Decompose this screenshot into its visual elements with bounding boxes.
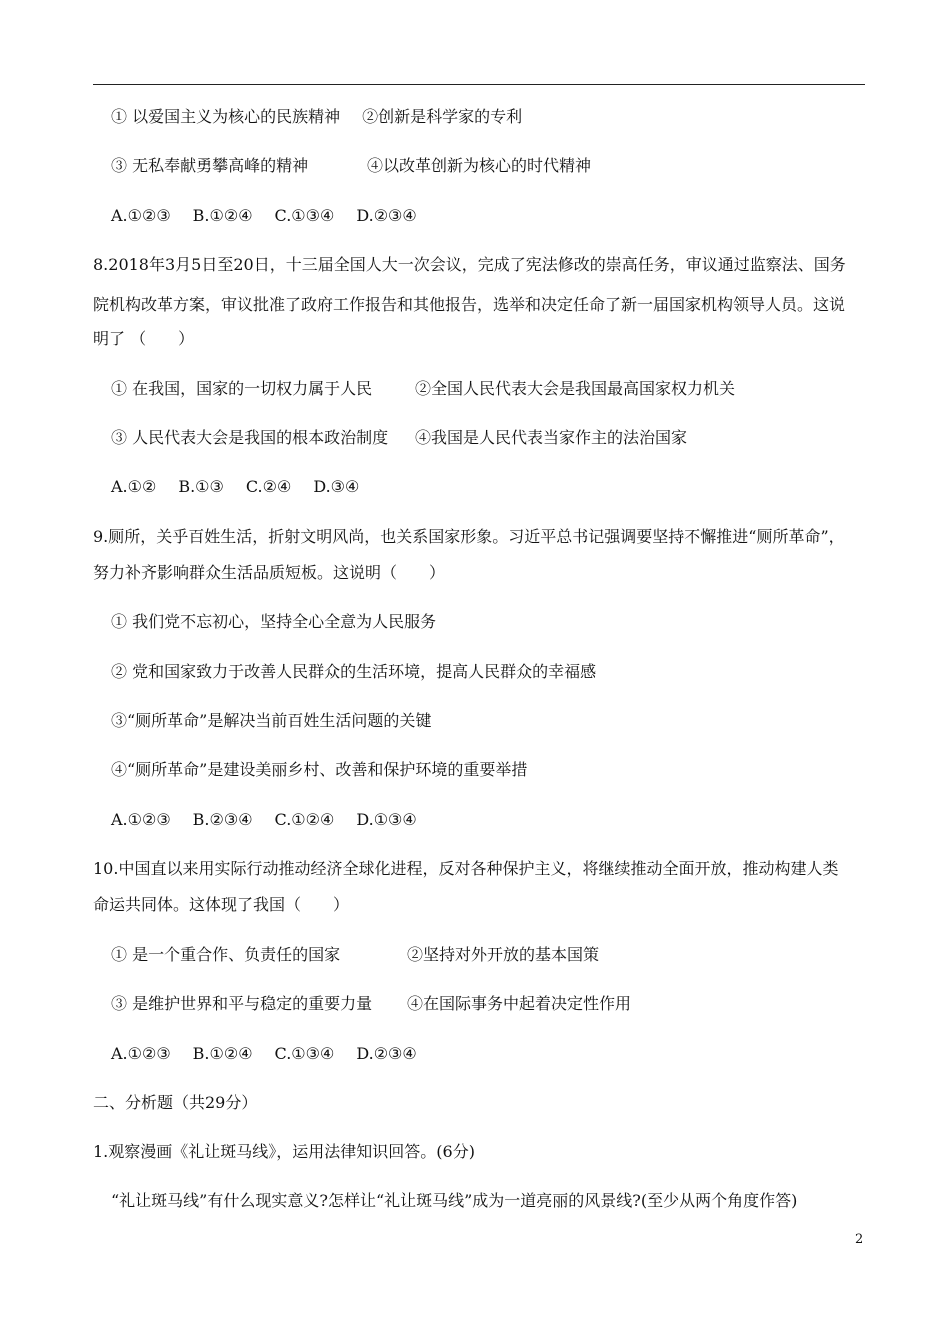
q8-option-2: ②全国人民代表大会是我国最高国家权力机关 <box>415 379 736 398</box>
q7-option-4: ④以改革创新为核心的时代精神 <box>367 156 592 175</box>
q9-choices <box>111 810 439 830</box>
q8-option-4: ④我国是人民代表当家作主的法治国家 <box>415 428 688 447</box>
q8-stem-line1: 8.2018年3月5日至20日，十三届全国人大一次会议，完成了宪法修改的崇高任务，审议通过监察法、国务 <box>93 255 846 274</box>
q9-option-1: ① 我们党不忘初心，坚持全心全意为人民服务 <box>111 612 437 631</box>
q7-choice-d: D.②③④ <box>356 206 417 225</box>
q8-option-3: ③ 人民代表大会是我国的根本政治制度 <box>111 428 389 447</box>
q7-choice-a: A.①②③ <box>111 206 171 225</box>
q8-options-row1 <box>111 379 735 399</box>
q9-choice-d: D.①③④ <box>356 810 417 829</box>
q8-stem-line2: 院机构改革方案，审议批准了政府工作报告和其他报告，选举和决定任命了新一届国家机构领导人员。这说 <box>93 295 846 314</box>
q10-choice-d: D.②③④ <box>356 1044 417 1063</box>
analysis-q1-prompt: 1.观察漫画《礼让斑马线》，运用法律知识回答。(6分) <box>93 1142 475 1161</box>
q9-choice-c: C.①②④ <box>274 810 335 829</box>
q10-option-2: ②坚持对外开放的基本国策 <box>407 945 600 964</box>
q7-option-3: ③ 无私奉献勇攀高峰的精神 <box>111 156 309 175</box>
q7-option-2: ②创新是科学家的专利 <box>362 107 523 126</box>
q8-stem-line3: 明了 （ ） <box>93 329 195 348</box>
q9-option-2: ② 党和国家致力于改善人民群众的生活环境，提高人民群众的幸福感 <box>111 662 597 681</box>
q9-choice-a: A.①②③ <box>111 810 171 829</box>
section2-heading: 二、分析题（共29分） <box>93 1093 258 1112</box>
q7-options-row1 <box>111 107 522 127</box>
q7-choice-c: C.①③④ <box>274 206 335 225</box>
q7-option-1: ① 以爱国主义为核心的民族精神 <box>111 107 341 126</box>
q9-choice-b: B.②③④ <box>192 810 253 829</box>
q8-choice-d: D.③④ <box>313 477 360 496</box>
q10-option-3: ③ 是维护世界和平与稳定的重要力量 <box>111 994 373 1013</box>
q9-option-4: ④“厕所革命”是建设美丽乡村、改善和保护环境的重要举措 <box>111 760 528 779</box>
q10-choices <box>111 1044 439 1064</box>
q10-options-row2 <box>111 994 631 1014</box>
q9-stem-line2: 努力补齐影响群众生活品质短板。这说明（ ） <box>93 563 446 582</box>
q7-options-row2 <box>111 156 591 176</box>
q10-choice-a: A.①②③ <box>111 1044 171 1063</box>
q9-option-3: ③“厕所革命”是解决当前百姓生活问题的关键 <box>111 711 432 730</box>
q8-choices <box>111 477 381 497</box>
q8-choice-b: B.①③ <box>178 477 224 496</box>
q7-choices <box>111 206 439 226</box>
q8-choice-a: A.①② <box>111 477 157 496</box>
q8-options-row2 <box>111 428 687 448</box>
q10-choice-c: C.①③④ <box>274 1044 335 1063</box>
q10-stem-line2: 命运共同体。这体现了我国（ ） <box>93 895 350 914</box>
q7-choice-b: B.①②④ <box>192 206 253 225</box>
q8-choice-c: C.②④ <box>245 477 292 496</box>
header-rule <box>93 84 865 85</box>
analysis-q1-question: “礼让斑马线”有什么现实意义?怎样让“礼让斑马线”成为一道亮丽的风景线?(至少从两个角度作答) <box>111 1191 798 1210</box>
q10-choice-b: B.①②④ <box>192 1044 253 1063</box>
q10-options-row1 <box>111 945 599 965</box>
q9-stem-line1: 9.厕所，关乎百姓生活，折射文明风尚，也关系国家形象。习近平总书记强调要坚持不懈推进“厕所革命”， <box>93 527 845 546</box>
q10-option-1: ① 是一个重合作、负责任的国家 <box>111 945 341 964</box>
q8-option-1: ① 在我国，国家的一切权力属于人民 <box>111 379 373 398</box>
page-number: 2 <box>855 1232 864 1247</box>
q10-option-4: ④在国际事务中起着决定性作用 <box>407 994 632 1013</box>
q10-stem-line1: 10.中国直以来用实际行动推动经济全球化进程，反对各种保护主义，将继续推动全面开放，推动构建人类 <box>93 859 839 878</box>
